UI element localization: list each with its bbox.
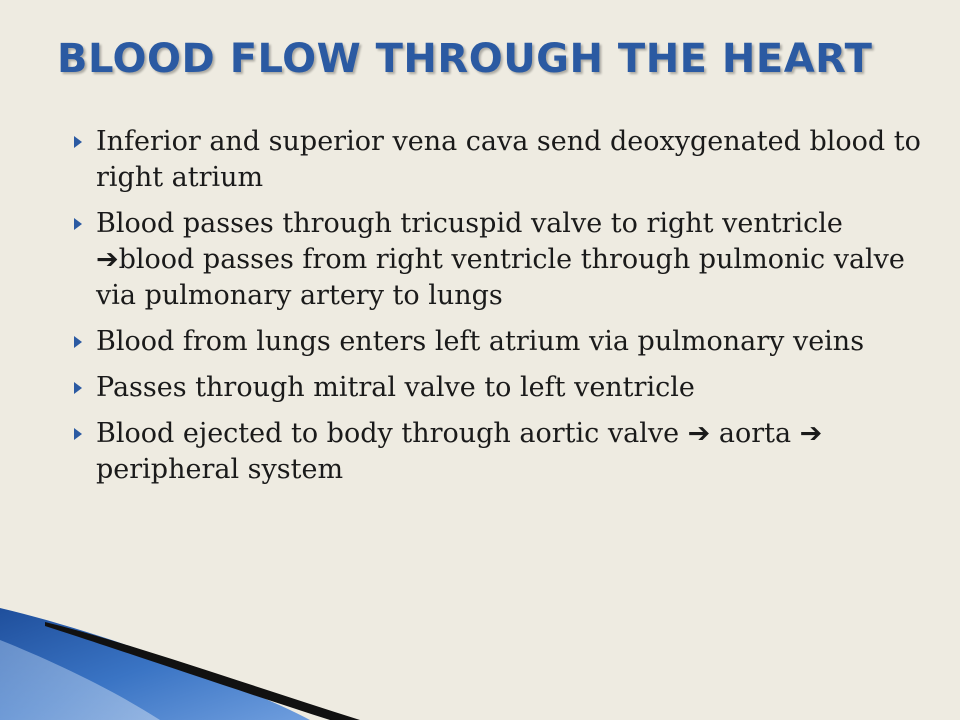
corner-swoosh-decoration xyxy=(0,600,380,720)
bullet-text: Blood from lungs enters left atrium via pulmonary veins xyxy=(96,326,865,357)
triangle-bullet-icon xyxy=(74,136,82,148)
triangle-bullet-icon xyxy=(74,428,82,440)
bullet-text: Inferior and superior vena cava send deoxygenated blood to right atrium xyxy=(96,126,921,193)
bullet-item xyxy=(66,206,926,314)
bullet-item xyxy=(66,324,926,360)
triangle-bullet-icon xyxy=(74,218,82,230)
bullet-list xyxy=(66,124,926,498)
slide-title: BLOOD FLOW THROUGH THE HEART xyxy=(57,36,873,82)
triangle-bullet-icon xyxy=(74,382,82,394)
bullet-text: Blood passes through tricuspid valve to right ventricle ➔blood passes from right ventricle through pulmonic valve via pulmonary artery to lungs xyxy=(96,208,905,311)
triangle-bullet-icon xyxy=(74,336,82,348)
bullet-item xyxy=(66,370,926,406)
bullet-text: Passes through mitral valve to left ventricle xyxy=(96,372,695,403)
bullet-item xyxy=(66,416,926,488)
bullet-item xyxy=(66,124,926,196)
bullet-text: Blood ejected to body through aortic valve ➔ aorta ➔ peripheral system xyxy=(96,418,823,485)
